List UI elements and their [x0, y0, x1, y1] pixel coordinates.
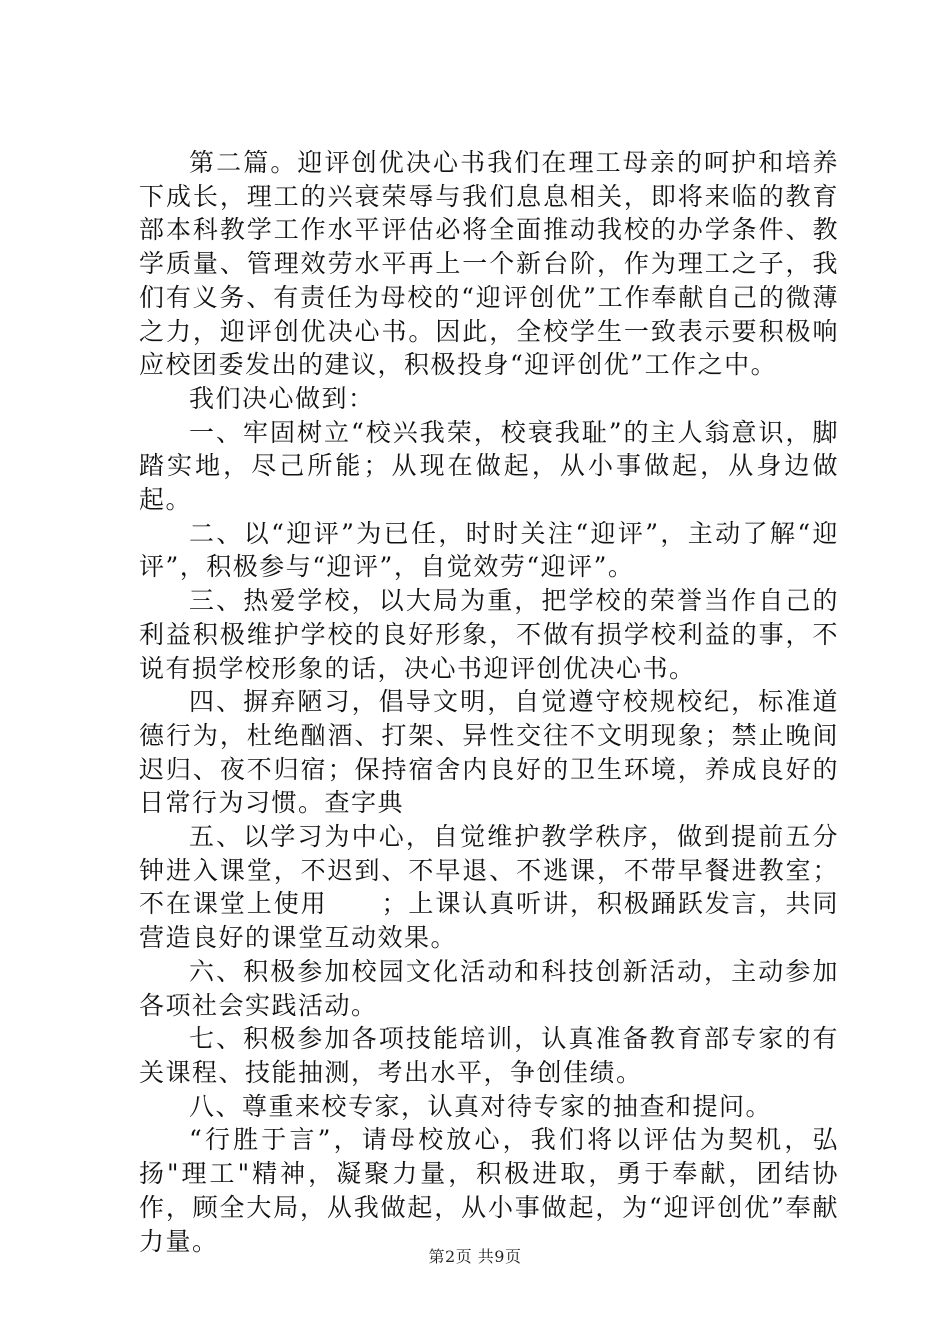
document-body	[139, 146, 839, 1258]
paragraph-resolution-heading: 我们决心做到：	[189, 383, 375, 413]
paragraph-item-2: 二、以“迎评”为已任，时时关注“迎评”，主动了解“迎评”，积极参与“迎评”，自觉效劳“迎评”。	[139, 518, 839, 582]
paragraph-item-6: 六、积极参加校园文化活动和科技创新活动，主动参加各项社会实践活动。	[139, 956, 839, 1020]
paragraph-closing: “行胜于言”，请母校放心，我们将以评估为契机，弘扬"理工"精神，凝聚力量，积极进取，勇于奉献，团结协作，顾全大局，从我做起，从小事做起，为“迎评创优”奉献力量。	[139, 1125, 839, 1256]
paragraph-item-1: 一、牢固树立“校兴我荣，校衰我耻”的主人翁意识，脚踏实地，尽己所能；从现在做起，从小事做起，从身边做起。	[139, 417, 839, 515]
paragraph-item-7: 七、积极参加各项技能培训，认真准备教育部专家的有关课程、技能抽测，考出水平，争创佳绩。	[139, 1024, 839, 1087]
paragraph-item-4: 四、摒弃陋习，倡导文明，自觉遵守校规校纪，标准道德行为，杜绝酗酒、打架、异性交往不文明现象；禁止晚间迟归、夜不归宿；保持宿舍内良好的卫生环境，养成良好的日常行为习惯。查字典	[139, 687, 839, 818]
page-number-footer: 第2页 共9页	[428, 1247, 522, 1266]
paragraph-intro: 第二篇。迎评创优决心书我们在理工母亲的呵护和培养下成长，理工的兴衰荣辱与我们息息相关，即将来临的教育部本科教学工作水平评估必将全面推动我校的办学条件、教学质量、管理效劳水平再上一个新台阶，作为理工之子，我们有义务、有责任为母校的“迎评创优”工作奉献自己的微薄之力，迎评创优决心书。因此，全校学生一致表示要积极响应校团委发出的建议，积极投身“迎评创优”工作之中。	[139, 148, 839, 380]
paragraph-item-5: 五、以学习为中心，自觉维护教学秩序，做到提前五分钟进入课堂，不迟到、不早退、不逃课，不带早餐进教室；不在课堂上使用 ；上课认真听讲，积极踊跃发言，共同营造良好的课堂互动效果。	[139, 822, 839, 953]
paragraph-item-3: 三、热爱学校，以大局为重，把学校的荣誉当作自己的利益积极维护学校的良好形象，不做有损学校利益的事，不说有损学校形象的话，决心书迎评创优决心书。	[139, 586, 839, 683]
paragraph-item-8: 八、尊重来校专家，认真对待专家的抽查和提问。	[189, 1091, 773, 1121]
